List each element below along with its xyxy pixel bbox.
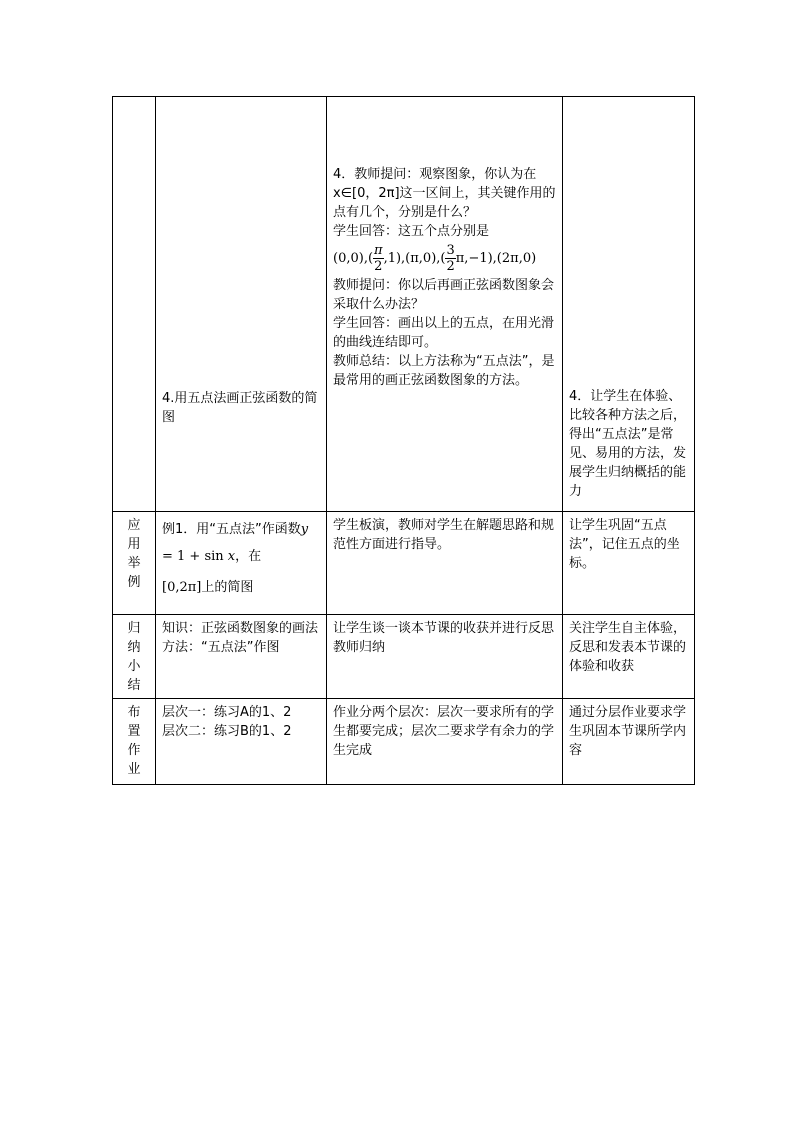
fraction-pi-over-2 — [373, 243, 384, 274]
intent-cell — [563, 97, 695, 512]
section-char: 布 — [127, 705, 141, 720]
activity-cell — [156, 699, 327, 785]
teacher-question: 4．教师提问：观察图象，你认为在x∈[0，2π]这一区间上，其关键作用的点有几个，分别是什么？ — [333, 167, 556, 220]
section-char: 业 — [127, 762, 141, 777]
math-equation: = 1 + sin — [162, 549, 228, 564]
activity-cell — [156, 615, 327, 699]
intent-cell — [563, 512, 695, 615]
math-y: y — [300, 522, 309, 537]
homework-text: 作业分两个层次：层次一要求所有的学生都要完成；层次二要求学有余力的学生完成 — [333, 705, 555, 758]
section-char: 纳 — [127, 640, 141, 655]
lesson-plan-table — [112, 96, 695, 785]
teacher-question-2: 教师提问：你以后再画正弦函数图象会采取什么办法？ — [333, 278, 555, 312]
section-char: 用 — [127, 537, 141, 552]
level-one-text: 层次一：练习A的1、2 — [162, 705, 292, 720]
intent-text: 4．让学生在体验、比较各种方法之后，得出“五点法”是常见、易用的方法，发展学生归纳概括的能力 — [569, 389, 687, 499]
intent-cell — [563, 615, 695, 699]
table-row — [113, 615, 695, 699]
level-two-text: 层次二：练习B的1、2 — [162, 724, 292, 739]
fraction-numerator: 3 — [446, 243, 455, 258]
section-char: 归 — [127, 621, 141, 636]
intent-text: 关注学生自主体验，反思和发表本节课的体验和收获 — [569, 621, 687, 674]
points-part-2: ,1),(π,0),( — [383, 251, 446, 266]
teacher-summary: 教师总结：以上方法称为“五点法”，是最常用的画正弦函数图象的方法。 — [333, 354, 555, 388]
table-row — [113, 699, 695, 785]
section-char: 应 — [127, 518, 141, 533]
teacher-student-cell — [327, 512, 563, 615]
section-cell-empty — [113, 97, 156, 512]
teacher-student-cell — [327, 615, 563, 699]
example-end: 上的简图 — [201, 580, 254, 595]
section-char: 举 — [127, 556, 141, 571]
student-answer-2: 学生回答：画出以上的五点，在用光滑的曲线连结即可。 — [333, 316, 555, 350]
student-answer: 学生回答：这五个点分别是 — [333, 224, 490, 239]
points-part-3: π,−1),(2π,0) — [455, 251, 537, 266]
table-row — [113, 97, 695, 512]
method-text: 方法：“五点法”作图 — [162, 640, 280, 655]
five-points-formula — [333, 243, 556, 274]
points-part-1: (0,0),( — [333, 251, 374, 266]
teacher-student-cell — [327, 699, 563, 785]
reflection-text: 让学生谈一谈本节课的收获并进行反思 — [333, 621, 555, 636]
activity-cell — [156, 97, 327, 512]
math-interval: [0,2π] — [162, 580, 202, 595]
fraction-three-halves — [445, 243, 455, 274]
fraction-denominator: 2 — [446, 259, 455, 274]
activity-text: 4.用五点法画正弦函数的简图 — [162, 391, 318, 425]
table-row — [113, 512, 695, 615]
section-cell-summary — [113, 615, 156, 699]
section-char: 置 — [127, 724, 141, 739]
section-char: 例 — [127, 575, 141, 590]
fraction-denominator: 2 — [374, 259, 383, 274]
teacher-student-cell — [327, 97, 563, 512]
intent-text: 通过分层作业要求学生巩固本节课所学内容 — [569, 705, 687, 758]
example-intro: 例1．用“五点法”作函数 — [162, 522, 301, 537]
section-cell-homework — [113, 699, 156, 785]
section-char: 结 — [127, 678, 141, 693]
knowledge-text: 知识：正弦函数图象的画法 — [162, 621, 319, 636]
activity-cell — [156, 512, 327, 615]
fraction-numerator: π — [374, 243, 383, 258]
teacher-text: 学生板演，教师对学生在解题思路和规范性方面进行指导。 — [333, 518, 555, 552]
teacher-summary-text: 教师归纳 — [333, 640, 386, 655]
intent-cell — [563, 699, 695, 785]
intent-text: 让学生巩固“五点法”，记住五点的坐标。 — [569, 518, 680, 571]
example-text — [162, 516, 320, 570]
math-x: x — [227, 549, 236, 564]
section-char: 作 — [127, 743, 141, 758]
section-cell-application — [113, 512, 156, 615]
example-mid: ，在 — [235, 549, 262, 564]
example-interval-line — [162, 578, 320, 597]
section-char: 小 — [127, 659, 141, 674]
